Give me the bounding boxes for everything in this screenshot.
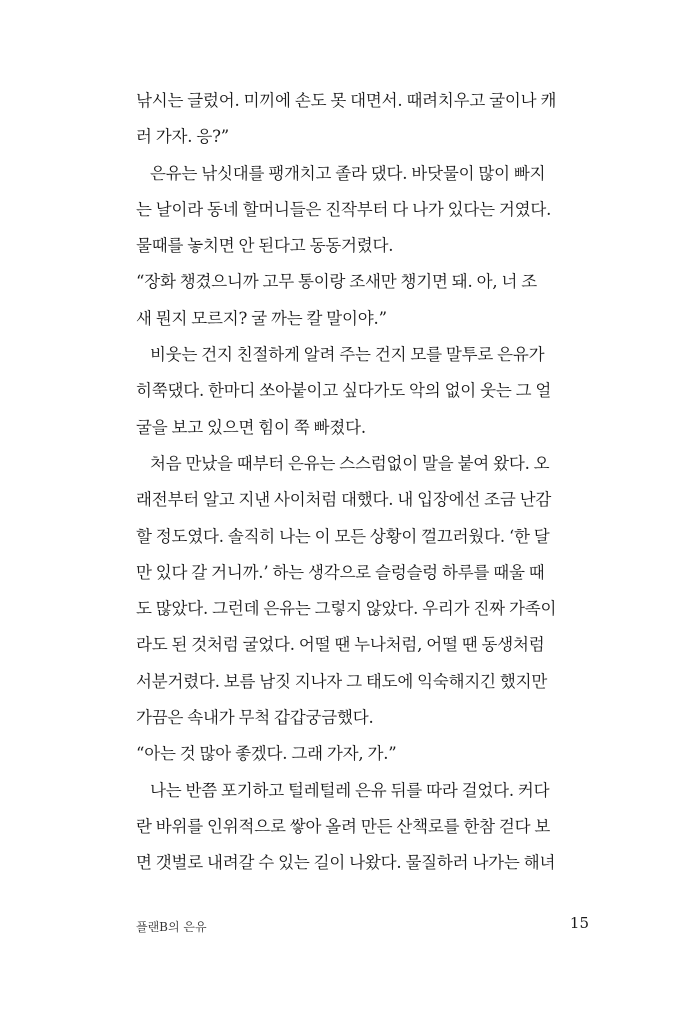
- running-footer-title: 플랜B의 은유: [136, 920, 207, 934]
- text-line: 물때를 놓치면 안 된다고 동동거렸다.: [136, 236, 394, 256]
- page-number: 15: [569, 914, 589, 932]
- text-line: 만 있다 갈 거니까.’ 하는 생각으로 슬렁슬렁 하루를 때울 때: [136, 562, 545, 582]
- text-line: 는 날이라 동네 할머니들은 진작부터 다 나가 있다는 거였다.: [136, 199, 552, 219]
- text-line: 서분거렸다. 보름 남짓 지나자 그 태도에 익숙해지긴 했지만: [136, 671, 548, 691]
- text-line: 은유는 낚싯대를 팽개치고 졸라 댔다. 바닷물이 많이 빠지: [150, 163, 546, 183]
- text-line: 처음 만났을 때부터 은유는 스스럼없이 말을 붙여 왔다. 오: [150, 453, 550, 473]
- text-line: 나는 반쯤 포기하고 털레털레 은유 뒤를 따라 걸었다. 커다: [150, 780, 550, 800]
- text-line: 가끔은 속내가 무척 갑갑궁금했다.: [136, 708, 374, 728]
- text-line: 히쭉댔다. 한마디 쏘아붙이고 싶다가도 악의 없이 웃는 그 얼: [136, 381, 552, 401]
- text-line: 새 뭔지 모르지? 굴 까는 칼 말이야.”: [136, 308, 387, 328]
- text-line: 래전부터 알고 지낸 사이처럼 대했다. 내 입장에선 조금 난감: [136, 490, 552, 510]
- text-line: 할 정도였다. 솔직히 나는 이 모든 상황이 껄끄러웠다. ‘한 달: [136, 526, 550, 546]
- text-line: 굴을 보고 있으면 힘이 쭉 빠졌다.: [136, 417, 366, 437]
- text-line: 라도 된 것처럼 굴었다. 어떨 땐 누나처럼, 어떨 땐 동생처럼: [136, 635, 545, 655]
- text-line: 면 갯벌로 내려갈 수 있는 길이 나왔다. 물질하러 나가는 해녀: [136, 853, 556, 873]
- text-line: 비웃는 건지 친절하게 알려 주는 건지 모를 말투로 은유가: [150, 345, 545, 365]
- text-line: 낚시는 글렀어. 미끼에 손도 못 대면서. 때려치우고 굴이나 캐: [136, 91, 557, 110]
- text-line: “아는 것 많아 좋겠다. 그래 가자, 가.”: [136, 744, 397, 764]
- text-line: 도 많았다. 그런데 은유는 그렇지 않았다. 우리가 진짜 가족이: [136, 599, 557, 619]
- page-body-text: [136, 83, 590, 882]
- text-line: 러 가자. 응?”: [136, 127, 229, 147]
- text-line: “장화 챙겼으니까 고무 통이랑 조새만 챙기면 돼. 아, 너 조: [136, 272, 537, 292]
- text-line: 란 바위를 인위적으로 쌓아 올려 만든 산책로를 한참 걷다 보: [136, 816, 551, 836]
